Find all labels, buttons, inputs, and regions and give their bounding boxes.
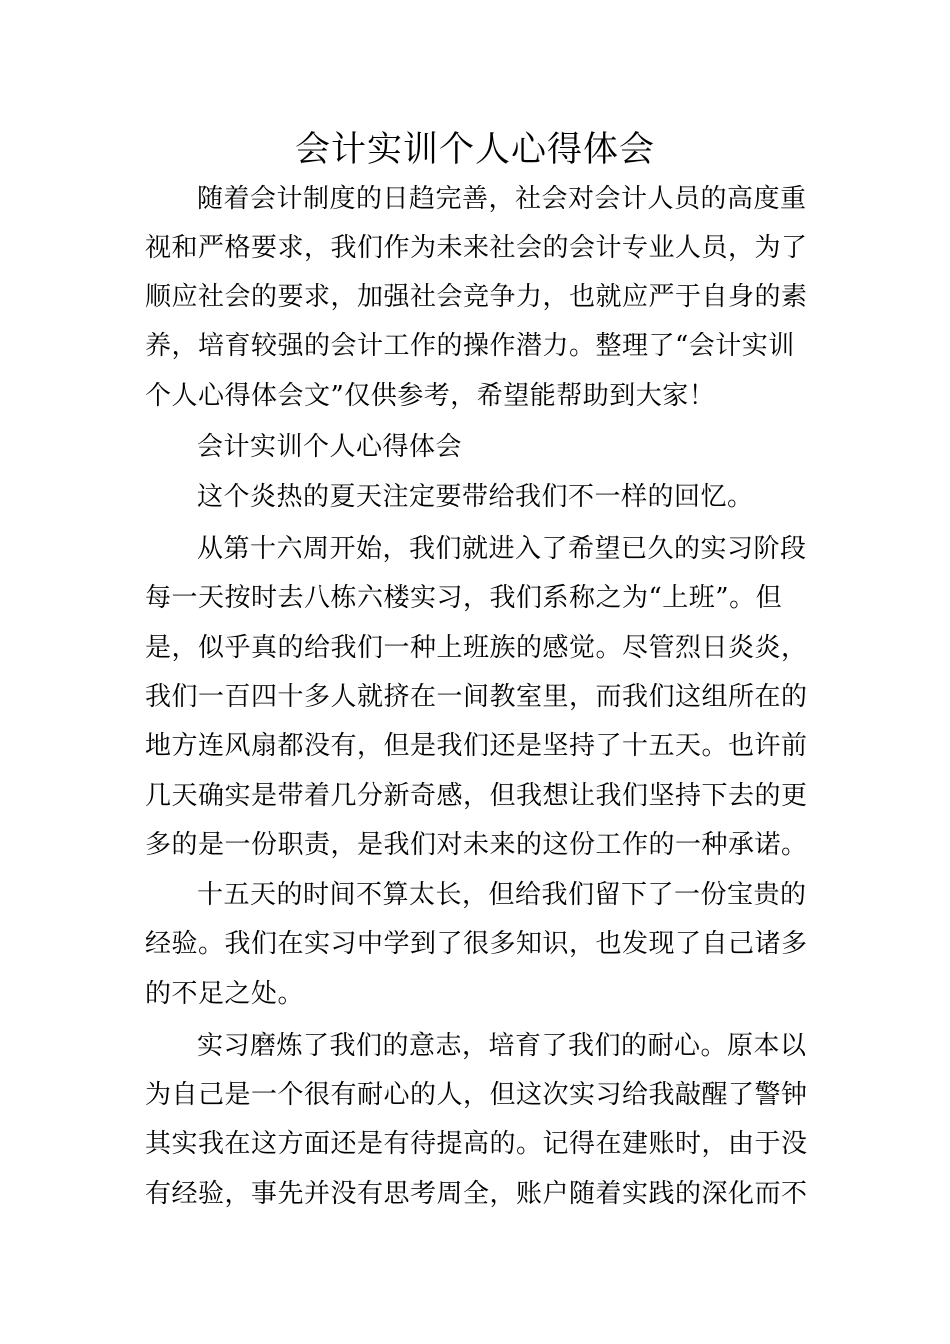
paragraph-3-line-4: 我们一百四十多人就挤在一间教室里，而我们这组所在的 [145,682,808,712]
paragraph-4-line-3: 的不足之处。 [145,979,305,1009]
paragraph-3-line-7: 多的是一份职责，是我们对未来的这份工作的一种承诺。 [145,830,808,860]
paragraph-5-line-4: 有经验，事先并没有思考周全，账户随着实践的深化而不 [145,1179,808,1209]
paragraph-5-line-3: 其实我在这方面还是有待提高的。记得在建账时，由于没 [145,1129,808,1159]
paragraph-2-line-1: 这个炎热的夏天注定要带给我们不一样的回忆。 [197,482,754,512]
paragraph-5-line-2: 为自己是一个很有耐心的人，但这次实习给我敲醒了警钟 [145,1080,808,1110]
paragraph-1-line-5: 个人心得体会文”仅供参考，希望能帮助到大家！ [145,381,716,411]
paragraph-3-line-3: 是，似乎真的给我们一种上班族的感觉。尽管烈日炎炎， [145,633,808,663]
paragraph-1-line-3: 顺应社会的要求，加强社会竞争力，也就应严于自身的素 [145,282,808,312]
paragraph-3-line-2: 每一天按时去八栋六楼实习，我们系称之为“上班”。但 [145,583,783,613]
paragraph-3-line-5: 地方连风扇都没有，但是我们还是坚持了十五天。也许前 [145,731,808,761]
paragraph-1-line-4: 养，培育较强的会计工作的操作潜力。整理了“会计实训 [145,331,795,361]
paragraph-1-line-2: 视和严格要求，我们作为未来社会的会计专业人员，为了 [145,233,808,263]
paragraph-3-line-1: 从第十六周开始，我们就进入了希望已久的实习阶段 [197,534,807,564]
paragraph-3-line-6: 几天确实是带着几分新奇感，但我想让我们坚持下去的更 [145,781,808,811]
document-title: 会计实训个人心得体会 [294,130,655,170]
paragraph-4-line-1: 十五天的时间不算太长，但给我们留下了一份宝贵的 [197,880,807,910]
paragraph-4-line-2: 经验。我们在实习中学到了很多知识，也发现了自己诸多 [145,929,808,959]
section-heading: 会计实训个人心得体会 [197,432,463,462]
paragraph-1-line-1: 随着会计制度的日趋完善，社会对会计人员的高度重 [197,184,807,214]
paragraph-5-line-1: 实习磨炼了我们的意志，培育了我们的耐心。原本以 [197,1031,807,1061]
